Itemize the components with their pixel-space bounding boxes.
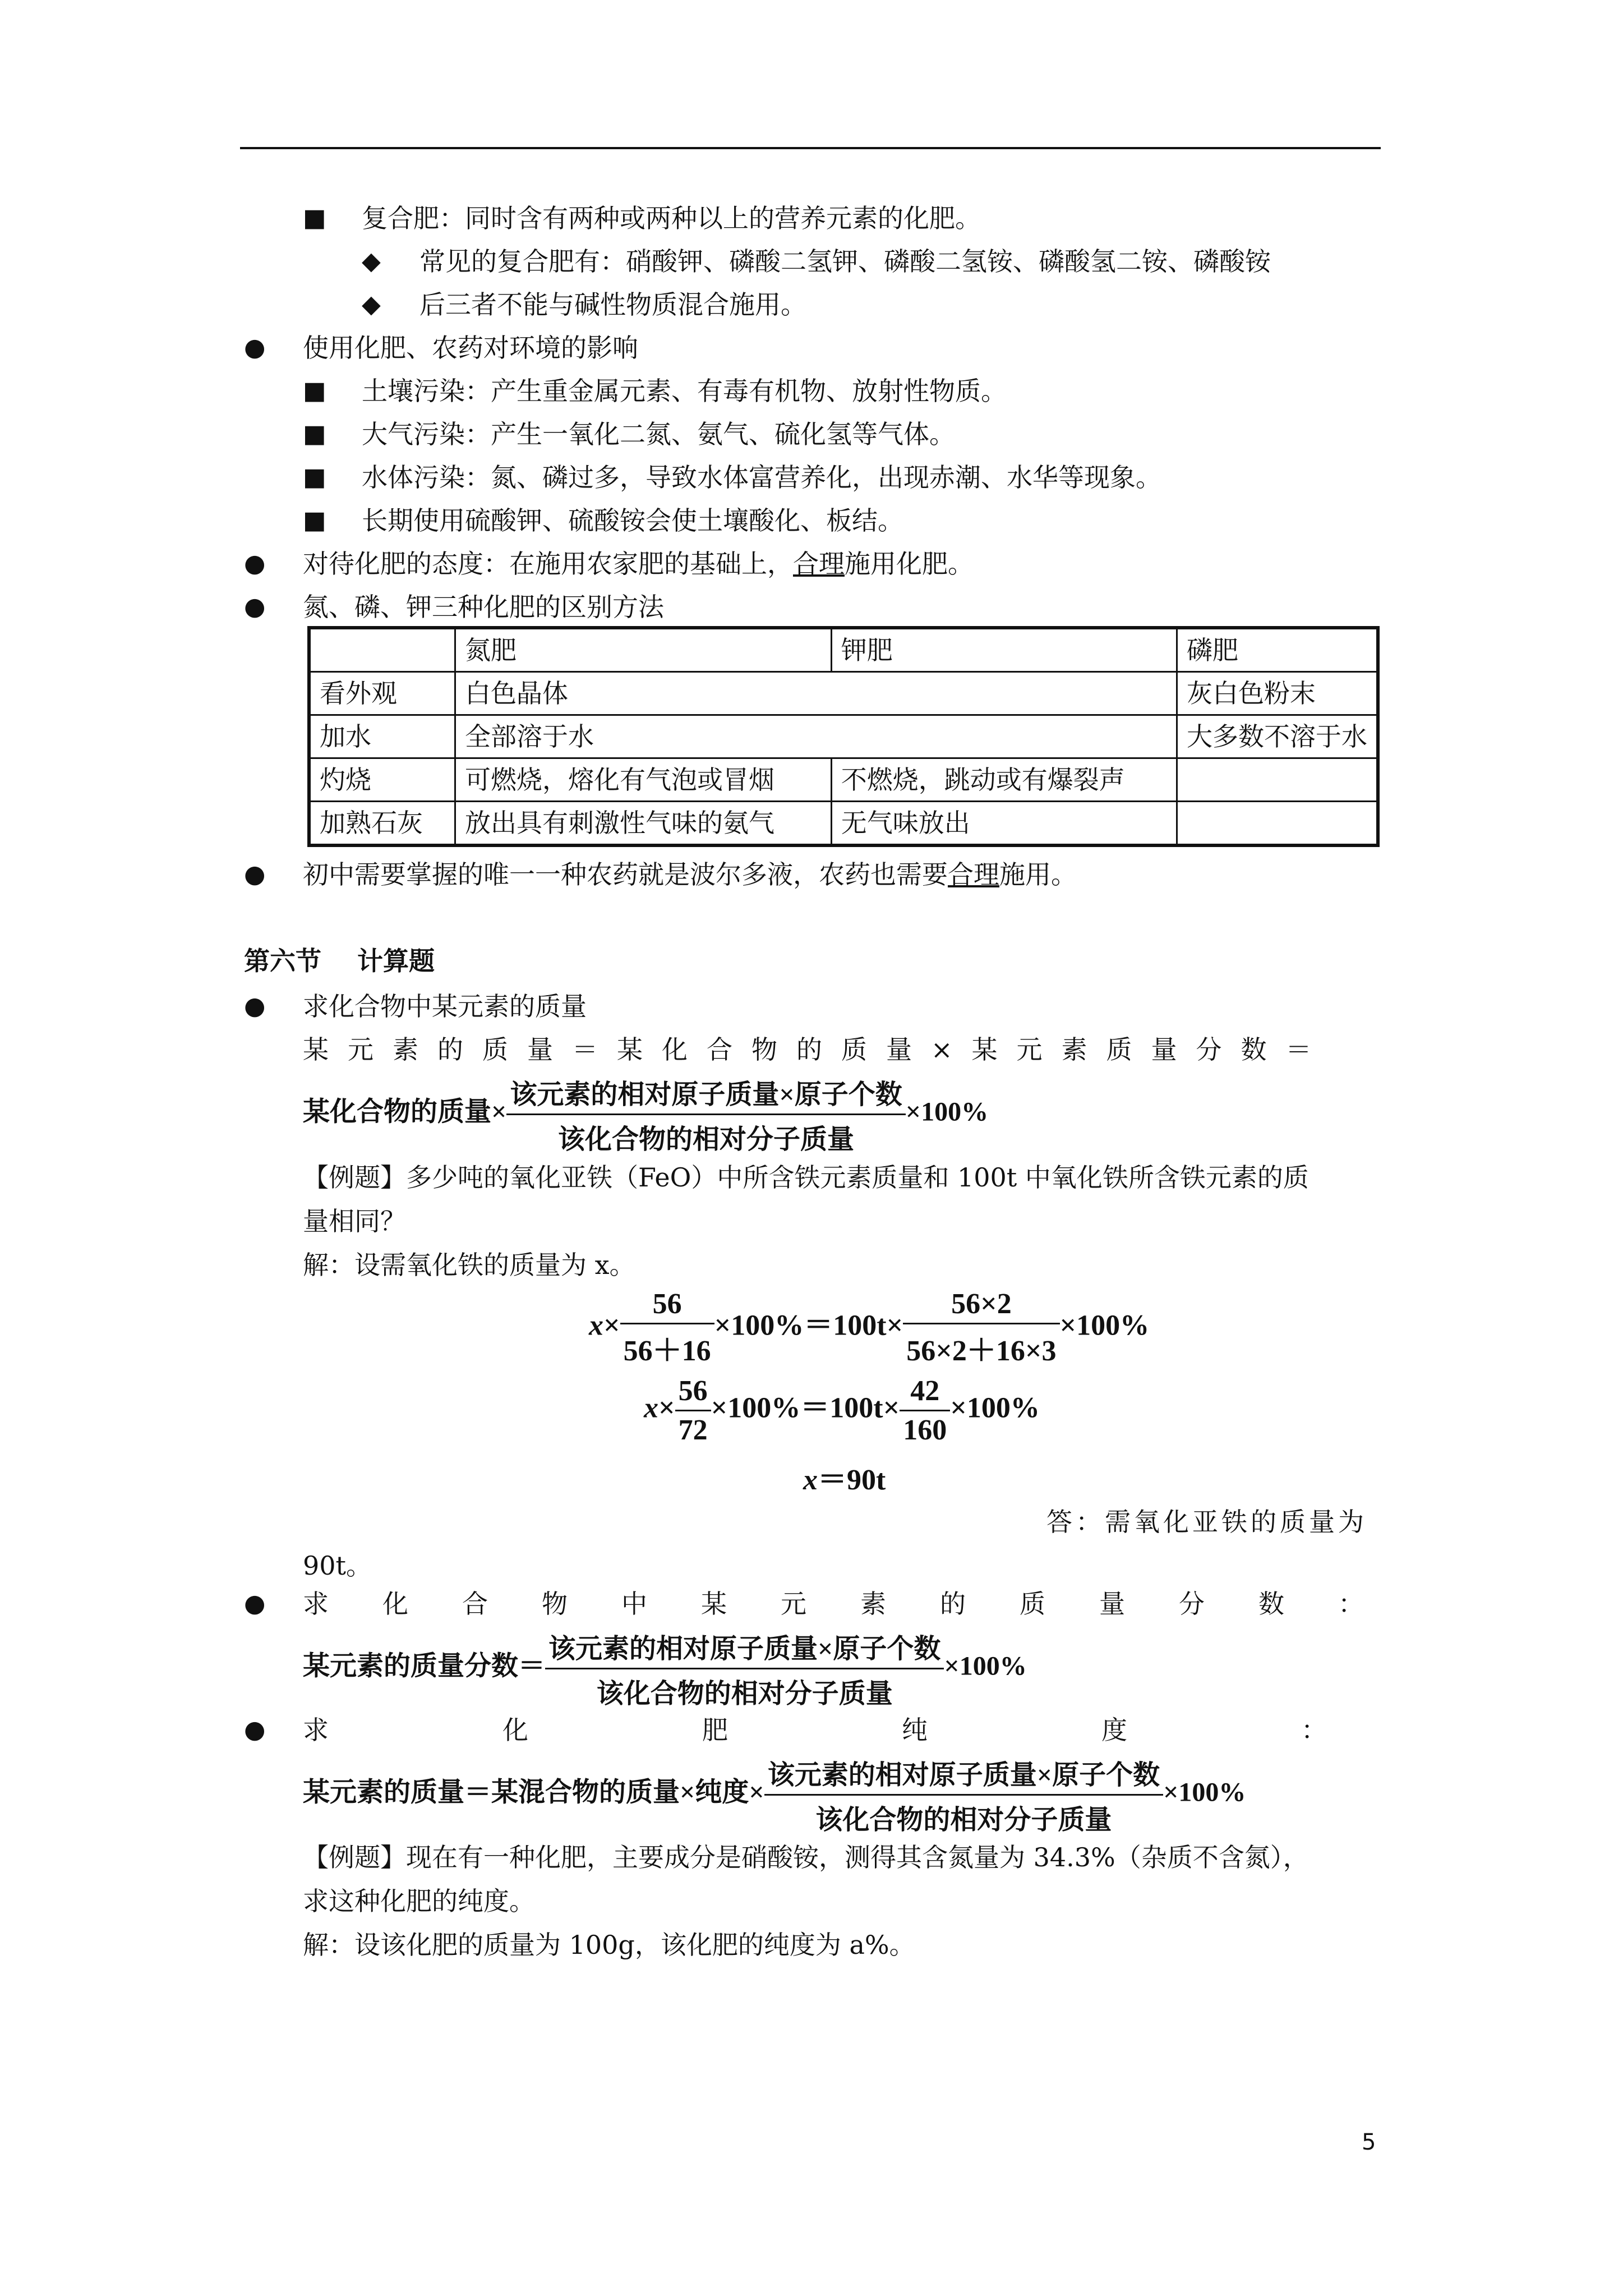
formula-fraction [506,1073,905,1156]
fraction-numerator: 56 [675,1374,711,1411]
equation-tail: ×100% [1059,1309,1150,1342]
text-soil-pollution: 土壤污染：产生重金属元素、有毒有机物、放射性物质。 [362,376,1007,406]
text-pesticide [303,858,1077,891]
table-header-row [309,628,1378,672]
equation-line-2 [644,1374,1040,1447]
table-cell: 看外观 [309,672,455,715]
table-cell: 氮肥 [455,628,832,672]
equation-line-1 [589,1287,1149,1369]
table-cell [309,628,455,672]
table-cell: 加水 [309,715,455,758]
dot-bullet: ● [244,1715,266,1744]
header-rule [240,147,1381,149]
formula-fraction [545,1627,944,1710]
dot-bullet: ● [244,1589,266,1618]
attitude-part2: 施用化肥。 [845,549,974,579]
fraction-denominator: 72 [678,1414,708,1446]
text-common-compound: 常见的复合肥有：硝酸钾、磷酸二氢钾、磷酸二氢铵、磷酸氢二铵、磷酸铵 [419,246,1271,277]
diamond-bullet: ◆ [362,290,381,319]
table-row [309,758,1378,802]
table-row [309,715,1378,758]
fraction-denominator: 56＋16 [623,1335,711,1367]
fraction [675,1374,711,1447]
section-title: 第六节 计算题 [244,946,435,976]
formula-tail: ×100% [944,1651,1027,1681]
table-cell: 灰白色粉末 [1177,672,1378,715]
times: × [658,1392,675,1424]
fraction-numerator: 56×2 [903,1287,1059,1324]
text-last-three: 后三者不能与碱性物质混合施用。 [419,289,806,320]
text-q2-title: 求化合物中某元素的质量分数： [303,1589,1418,1619]
text-q1-title: 求化合物中某元素的质量 [303,991,587,1022]
text-solution1: 解：设需氧化铁的质量为 x。 [303,1250,635,1280]
equation-line-3 [803,1456,886,1498]
table-cell: 全部溶于水 [455,715,1177,758]
dot-bullet: ● [244,860,266,889]
fraction-denominator: 该化合物的相对分子质量 [558,1125,855,1154]
square-bullet: ■ [303,420,326,448]
page-number: 5 [1362,2129,1376,2155]
table-cell [1177,758,1378,802]
diamond-bullet: ◆ [362,247,381,275]
pesticide-underlined: 合理 [948,859,999,890]
text-q1-formula-words: 某元素的质量＝某化合物的质量×某元素质量分数＝ [303,1034,1331,1065]
equation-middle: ×100%＝100t× [711,1392,900,1424]
text-air-pollution: 大气污染：产生一氧化二氮、氨气、硫化氢等气体。 [362,419,955,449]
table-cell: 不燃烧，跳动或有爆裂声 [831,758,1177,802]
text-example2: 【例题】现在有一种化肥，主要成分是硝酸铵，测得其含氮量为 34.3%（杂质不含氮）， [303,1842,1309,1872]
dot-bullet: ● [244,992,266,1020]
formula-tail: ×100% [1163,1777,1246,1807]
formula-tail: ×100% [905,1097,989,1127]
formula-lhs: 某元素的质量＝某混合物的质量×纯度× [303,1777,764,1807]
text-answer1: 答：需氧化亚铁的质量为 [1046,1507,1367,1537]
formula-mass-fraction [303,1627,1027,1710]
text-distinguish-methods: 氮、磷、钾三种化肥的区别方法 [303,592,664,622]
table-cell: 可燃烧，熔化有气泡或冒烟 [455,758,832,802]
var-x: x [589,1309,603,1342]
table-cell: 放出具有刺激性气味的氨气 [455,802,832,846]
var-x: x [803,1464,818,1496]
fraction-numerator: 42 [900,1374,950,1411]
table-cell: 磷肥 [1177,628,1378,672]
table-row [309,672,1378,715]
text-example1-cont: 量相同？ [303,1206,406,1236]
formula-lhs: 某化合物的质量× [303,1097,507,1127]
table-cell [1177,802,1378,846]
text-q3-title: 求化肥纯度： [303,1715,1501,1745]
text-attitude [303,547,974,580]
fraction-numerator: 该元素的相对原子质量×原子个数 [764,1753,1163,1796]
fraction-numerator: 该元素的相对原子质量×原子个数 [506,1073,905,1115]
fraction-denominator: 该化合物的相对分子质量 [596,1679,893,1709]
fraction-numerator: 该元素的相对原子质量×原子个数 [545,1627,944,1669]
formula-lhs: 某元素的质量分数＝ [303,1651,546,1681]
text-solution2: 解：设该化肥的质量为 100g，该化肥的纯度为 a%。 [303,1930,915,1960]
fraction [903,1287,1059,1369]
equation-tail: ×100% [950,1392,1040,1424]
square-bullet: ■ [303,506,326,535]
fraction [620,1287,714,1369]
text-example2-cont: 求这种化肥的纯度。 [303,1886,535,1916]
square-bullet: ■ [303,204,326,232]
fraction-denominator: 该化合物的相对分子质量 [815,1805,1112,1835]
formula-fraction [764,1753,1163,1837]
fraction-numerator: 56 [620,1287,714,1324]
text-answer1-cont: 90t。 [303,1550,372,1581]
equation-middle: ×100%＝100t× [714,1309,903,1342]
table-cell: 无气味放出 [831,802,1177,846]
attitude-part1: 对待化肥的态度：在施用农家肥的基础上， [303,549,793,579]
formula-element-mass [303,1073,988,1156]
times: × [603,1309,620,1342]
dot-bullet: ● [244,549,266,578]
table-cell: 加熟石灰 [309,802,455,846]
table-cell: 大多数不溶于水 [1177,715,1378,758]
text-water-pollution: 水体污染：氮、磷过多，导致水体富营养化，出现赤潮、水华等现象。 [362,462,1161,493]
text-compound-fertilizer: 复合肥：同时含有两种或两种以上的营养元素的化肥。 [362,203,981,233]
fraction-denominator: 56×2＋16×3 [906,1335,1057,1367]
fraction-denominator: 160 [903,1414,947,1446]
pesticide-part2: 施用。 [999,859,1077,890]
fertilizer-table [307,626,1380,847]
table-cell: 灼烧 [309,758,455,802]
square-bullet: ■ [303,463,326,491]
pesticide-part1: 初中需要掌握的唯一一种农药就是波尔多液，农药也需要 [303,859,948,890]
equation-result: ＝90t [818,1464,886,1496]
formula-purity [303,1753,1246,1837]
var-x: x [644,1392,658,1424]
text-example1: 【例题】多少吨的氧化亚铁（FeO）中所含铁元素质量和 100t 中氧化铁所含铁元素的质 [303,1162,1309,1193]
square-bullet: ■ [303,376,326,405]
fraction [900,1374,950,1447]
table-cell: 钾肥 [831,628,1177,672]
table-row [309,802,1378,846]
text-env-impact: 使用化肥、农药对环境的影响 [303,333,638,363]
text-long-term-use: 长期使用硫酸钾、硫酸铵会使土壤酸化、板结。 [362,505,903,536]
table-cell: 白色晶体 [455,672,1177,715]
dot-bullet: ● [244,333,266,362]
attitude-underlined: 合理 [793,549,845,579]
dot-bullet: ● [244,592,266,621]
